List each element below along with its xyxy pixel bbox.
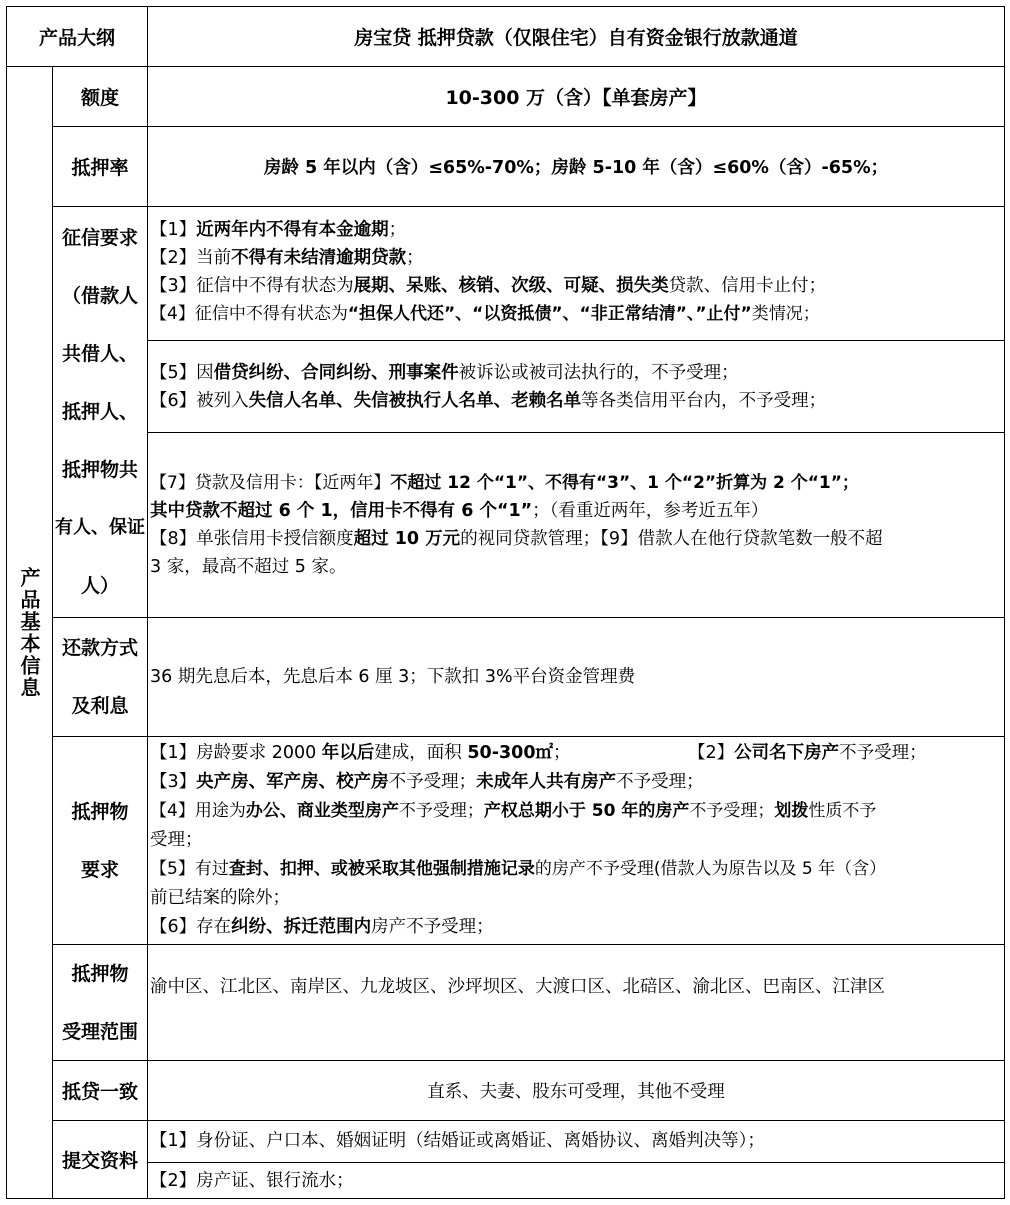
amount-value: 10-300 万（含）【单套房产】: [445, 87, 707, 109]
border-line: [52, 736, 1005, 737]
border-line: [52, 206, 1005, 207]
credit-item-6: 【6】被列入失信人名单、失信被执行人名单、老赖名单等各类信用平台内，不予受理；: [150, 391, 827, 411]
repay-label-line: 还款方式: [61, 637, 138, 659]
credit-item-3: 【3】征信中不得有状态为展期、呆账、核销、次级、可疑、损失类贷款、信用卡止付；: [150, 276, 827, 296]
credit-label-line: 抵押物共: [61, 459, 138, 481]
collateral-item-3: 【3】央产房、军产房、校产房不予受理；未成年人共有房产不予受理；: [150, 772, 704, 792]
credit-item-5: 【5】因借贷纠纷、合同纠纷、刑事案件被诉讼或被司法执行的，不予受理；: [150, 363, 739, 383]
credit-rules-7-9: [150, 469, 1002, 581]
credit-rules-1-4: [150, 216, 1002, 328]
credit-label-line: 抵押人、: [61, 401, 138, 423]
credit-item-8-cont: 3 家，最高不超过 5 家。: [150, 557, 347, 577]
collateral-item-2: 【2】公司名下房产不予受理；: [688, 743, 927, 763]
collateral-label-line: 要求: [80, 858, 119, 881]
scope-label-line: 抵押物: [71, 962, 129, 985]
page-title: 房宝贷 抵押贷款（仅限住宅）自有资金银行放款通道: [354, 27, 798, 49]
amount-label: 额度: [80, 87, 119, 109]
credit-item-7: 【7】贷款及信用卡：【近两年】不超过 12 个“1”、不得有“3”、1 个“2”折算为 2 个“1”；: [150, 473, 859, 493]
border-line: [147, 432, 1005, 433]
collateral-item-6: 【6】存在纠纷、拆迁范围内房产不予受理；: [150, 917, 494, 937]
ltv-label: 抵押率: [71, 157, 129, 179]
credit-label-line: 有人、保证: [55, 517, 145, 538]
consistency-value: 直系、夫妻、股东可受理，其他不受理: [427, 1082, 725, 1102]
collateral-item-4: 【4】用途为办公、商业类型房产不予受理；产权总期小于 50 年的房产不予受理；划拨性质不予: [150, 801, 877, 821]
border-line: [147, 340, 1005, 341]
border-line: [6, 1198, 1005, 1199]
collateral-label-line: 抵押物: [71, 800, 129, 823]
consistency-label: 抵贷一致: [61, 1081, 138, 1103]
scope-label-line: 受理范围: [61, 1020, 138, 1043]
scope-label: [53, 945, 147, 1060]
docs-label: 提交资料: [61, 1150, 138, 1172]
border-line: [52, 1120, 1005, 1121]
border-line: [52, 617, 1005, 618]
repay-label: [53, 618, 147, 736]
ltv-value: 房龄 5 年以内（含）≤65%-70%；房龄 5-10 年（含）≤60%（含）-65%；: [263, 158, 889, 178]
credit-label-line: 共借人、: [61, 343, 138, 365]
collateral-item-1: 【1】房龄要求 2000 年以后建成，面积 50-300㎡；: [150, 743, 571, 763]
header-left-label: 产品大纲: [38, 27, 115, 49]
credit-label-line: （借款人: [61, 285, 138, 307]
border-line: [147, 1162, 1005, 1163]
scope-value: 渝中区、江北区、南岸区、九龙坡区、沙坪坝区、大渡口区、北碚区、渝北区、巴南区、江津区: [150, 977, 885, 997]
repay-value: 36 期先息后本，先息后本 6 厘 3；下款扣 3%平台资金管理费: [150, 667, 636, 687]
credit-item-7-cont: 其中贷款不超过 6 个 1，信用卡不得有 6 个“1”；（看重近两年，参考近五年）: [150, 501, 769, 521]
credit-item-8: 【8】单张信用卡授信额度超过 10 万元的视同贷款管理；【9】借款人在他行贷款笔数一般不超: [150, 529, 883, 549]
docs-item-2: 【2】房产证、银行流水；: [150, 1171, 354, 1191]
credit-label-line: 征信要求: [61, 227, 138, 249]
credit-rules-5-6: [150, 359, 1002, 415]
collateral-rules: [150, 739, 1002, 943]
credit-item-4: 【4】征信中不得有状态为“担保人代还”、“以资抵债”、“非正常结清”、”止付”类情况；: [150, 304, 820, 324]
collateral-item-5-cont: 前已结案的除外；: [150, 888, 290, 908]
credit-item-1: 【1】近两年内不得有本金逾期；: [150, 220, 407, 240]
collateral-item-4-cont: 受理；: [150, 830, 203, 850]
collateral-label: [53, 737, 147, 944]
docs-item-1: 【1】身份证、户口本、婚姻证明（结婚证或离婚证、离婚协议、离婚判决等）；: [150, 1131, 765, 1151]
credit-item-2: 【2】当前不得有未结清逾期贷款；: [150, 248, 424, 268]
repay-label-line: 及利息: [71, 695, 129, 717]
collateral-item-5: 【5】有过查封、扣押、或被采取其他强制措施记录的房产不予受理(借款人为原告以及 5 年（含）: [150, 859, 887, 879]
credit-label-line: 人）: [80, 575, 119, 597]
side-label-cell: [7, 67, 52, 1198]
border-line: [52, 944, 1005, 945]
credit-label: [53, 207, 147, 617]
side-label: 产品基本信息: [17, 566, 41, 699]
border-line: [1004, 6, 1005, 1199]
